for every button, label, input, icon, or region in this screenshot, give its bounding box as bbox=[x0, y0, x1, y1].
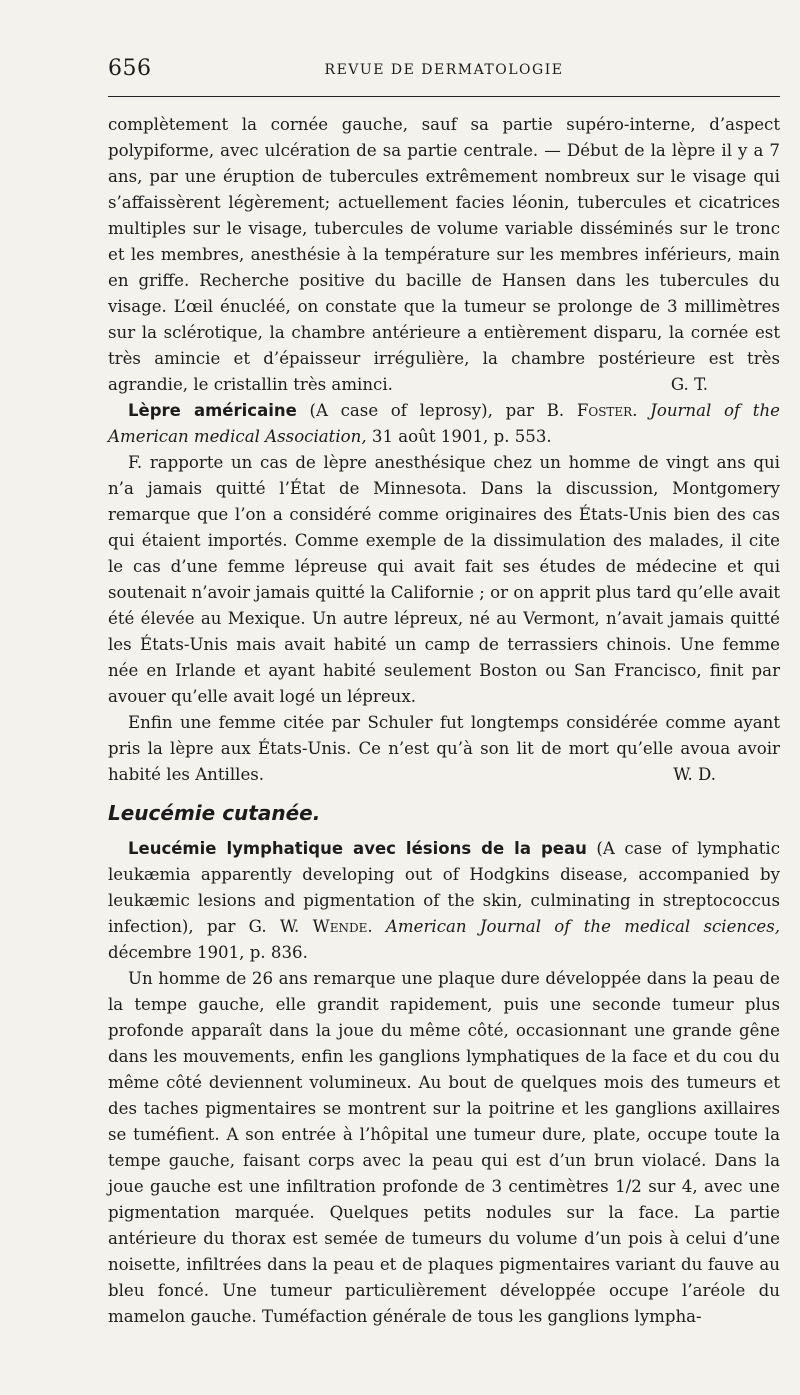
article-title: Leucémie lymphatique avec lésions de la peau bbox=[128, 839, 587, 858]
article-heading-lepre: Lèpre américaine (A case of leprosy), par B. Foster. Journal of the American medical Association, 31 août 1901, p. 553. bbox=[108, 401, 780, 446]
page-body bbox=[108, 112, 780, 1330]
author-signature: W. D. bbox=[673, 765, 716, 784]
article-english-title: (A case of leprosy), par B. bbox=[309, 401, 565, 420]
article-title: Lèpre américaine bbox=[128, 401, 297, 420]
author-signature: G. T. bbox=[670, 375, 708, 394]
article-paragraph bbox=[108, 710, 780, 788]
page-header bbox=[108, 56, 780, 86]
article-journal: American Journal of the medical sciences, bbox=[385, 917, 780, 936]
running-title: REVUE DE DERMATOLOGIE bbox=[324, 62, 564, 78]
article-journal: Journal of the American medical Association, bbox=[108, 401, 780, 446]
article-heading-leucemie: Leucémie lymphatique avec lésions de la peau (A case of lymphatic leukæmia apparently developing out of Hodgkins disease, accompanied by leukæmic lesions and pigmentation of the skin, culminating in streptococcus infection), par G. W. Wende. American Journal of the medical sciences, décembre 1901, p. 836. bbox=[108, 839, 780, 962]
page-number: 656 bbox=[108, 56, 152, 81]
article-paragraph: F. rapporte un cas de lèpre anesthésique chez un homme de vingt ans qui n’a jamais quitté l’État de Minnesota. Dans la discussion, Montgomery remarque que l’on a considéré comme originaires des États-Unis bien des cas qui étaient importés. Comme exemple de la dissimulation des malades, il cite le cas d’une femme lépreuse qui avait fait ses études de médecine et qui soutenait n’avoir jamais quitté la Californie ; or on apprit plus tard qu’elle avait été élevée au Mexique. Un autre lépreux, né au Vermont, n’avait jamais quitté les États-Unis mais avait habité un camp de terrassiers chinois. Une femme née en Irlande et ayant habité seulement Boston ou San Francisco, finit par avouer qu’elle avait logé un lépreux. bbox=[108, 453, 780, 706]
section-heading: Leucémie cutanée. bbox=[108, 801, 321, 825]
article-paragraph: Un homme de 26 ans remarque une plaque dure développée dans la peau de la tempe gauche, elle grandit rapidement, puis une seconde tumeur plus profonde apparaît dans la joue du même côté, occasionnant une grande gêne dans les mouvements, enfin les ganglions lymphatiques de la face et du cou du même côté deviennent volumineux. Au bout de quelques mois des tumeurs et des taches pigmentaires se montrent sur la poitrine et les ganglions axillaires se tuméfient. A son entrée à l’hôpital une tumeur dure, plate, occupe toute la tempe gauche, faisant corps avec la peau qui est d’un brun violacé. Dans la joue gauche est une infiltration profonde de 3 centimètres 1/2 sur 4, avec une pigmentation marquée. Quelques petits nodules sur la face. La partie antérieure du thorax est semée de tumeurs du volume d’un pois à celui d’une noisette, infiltrées dans la peau et de plaques pigmentaires variant du fauve au bleu foncé. Une tumeur particulièrement développée occupe l’aréole du mamelon gauche. Tuméfaction générale de tous les ganglions lympha- bbox=[108, 969, 780, 1326]
article-citation: 31 août 1901, p. 553. bbox=[371, 427, 552, 446]
paragraph-text: Enfin une femme citée par Schuler fut longtemps considérée comme ayant pris la lèpre aux États-Unis. Ce n’est qu’à son lit de mort qu’elle avoua avoir habité les Antilles. bbox=[108, 713, 780, 784]
article-citation: décembre 1901, p. 836. bbox=[108, 943, 308, 962]
header-rule bbox=[108, 96, 780, 97]
article-author: Wende bbox=[312, 917, 368, 936]
article-author: Foster bbox=[576, 401, 633, 420]
article-english-title: (A case of lymphatic leukæmia apparently developing out of Hodgkins disease, accompanied by leukæmic lesions and pigmentation of the skin, culminating in streptococcus infection), par G. W. bbox=[108, 839, 780, 936]
paragraph-continued bbox=[108, 112, 780, 398]
paragraph-text: complètement la cornée gauche, sauf sa partie supéro-interne, d’aspect polypiforme, avec ulcération de sa partie centrale. — Début de la lèpre il y a 7 ans, par une éruption de tubercules extrêmement nombreux sur le visage qui s’affaissèrent légèrement; actuellement facies léonin, tubercules et cicatrices multiples sur le visage, tubercules de volume variable disséminés sur le tronc et les membres, anesthésie à la température sur les membres inférieurs, main en griffe. Recherche positive du bacille de Hansen dans les tubercules du visage. L’œil énucléé, on constate que la tumeur se prolonge de 3 millimètres sur la sclérotique, la chambre antérieure a entièrement disparu, la cornée est très amincie et d’épaisseur irrégulière, la chambre postérieure est très agrandie, le cristallin très aminci. bbox=[108, 115, 780, 394]
